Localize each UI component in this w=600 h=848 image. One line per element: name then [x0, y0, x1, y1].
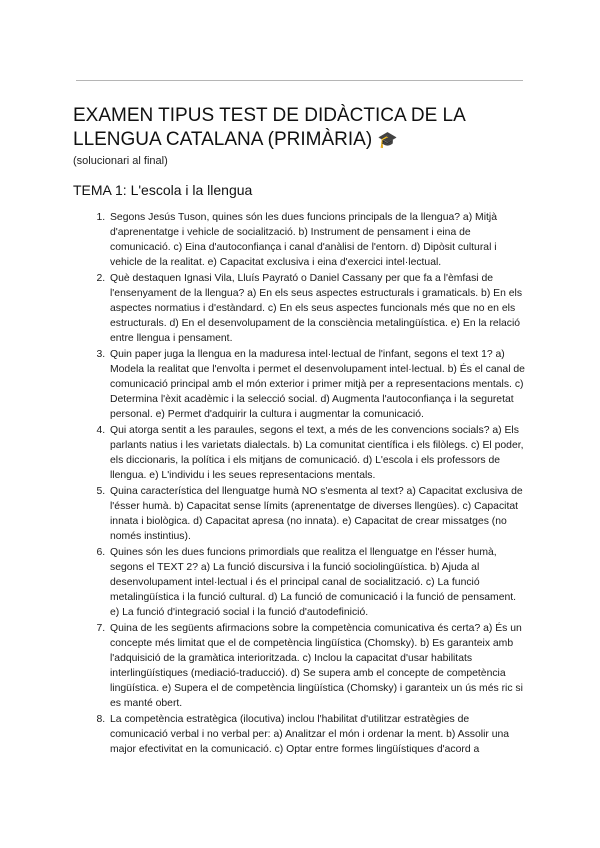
- question-item: 5. Quina característica del llenguatge humà NO s'esmenta al text? a) Capacitat exclusiva de l'ésser humà. b) Capacitat sense límits (aprenentatge de diverses llengües). c) Capacitat innata i biològica. d) Capacitat apresa (no innata). e) Capacitat de crear missatges (no només instintius).: [108, 484, 528, 544]
- top-divider: [76, 80, 523, 81]
- document-title-text: EXAMEN TIPUS TEST DE DIDÀCTICA DE LA LLENGUA CATALANA (PRIMÀRIA): [73, 105, 465, 150]
- question-item: 4. Qui atorga sentit a les paraules, segons el text, a més de les convencions socials? a) Els parlants natius i les varietats dialectals. b) La comunitat científica i els filòlegs. c) El poder, els diccionaris, la política i els mitjans de comunicació. d) L'escola i els professors de llengua. e) L'individu i les seues representacions mentals.: [108, 423, 528, 483]
- graduation-cap-icon: 🎓: [377, 132, 398, 149]
- question-item: 6. Quines són les dues funcions primordials que realitza el llenguatge en l'ésser humà, segons el TEXT 2? a) La funció discursiva i la funció sociolingüística. b) Ajuda al desenvolupament intel·lectual i és el principal canal de socialització. c) La funció metalingüística i la funció cultural. d) La funció de comunicació i la funció de pensament. e) La funció d'integració social i la funció d'autodefinició.: [108, 545, 528, 620]
- question-item: 8. La competència estratègica (ilocutiva) inclou l'habilitat d'utilitzar estratègies de comunicació verbal i no verbal per: a) Analitzar el món i ordenar la ment. b) Assolir una major efectivitat en la comunicació. c) Optar entre formes lingüístiques d'acord a: [108, 712, 528, 757]
- document-title: [73, 104, 533, 153]
- section-title: TEMA 1: L'escola i la llengua: [73, 182, 253, 198]
- question-item: 7. Quina de les següents afirmacions sobre la competència comunicativa és certa? a) És un concepte més limitat que el de competència lingüística (Chomsky). b) Es garanteix amb l'adquisició de la gramàtica interioritzada. c) Inclou la capacitat d'usar habilitats interlingüístiques (mediació-traducció). d) Se supera amb el concepte de competència lingüística. e) Supera el de competència lingüística (Chomsky) i garanteix un ús més ric si es manté obert.: [108, 621, 528, 712]
- question-item: 3. Quin paper juga la llengua en la maduresa intel·lectual de l'infant, segons el text 1? a) Modela la realitat que l'envolta i permet el desenvolupament intel·lectual. b) És el canal de comunicació principal amb el món exterior i primer mitjà per a representacions mentals. c) Determina l'èxit acadèmic i la selecció social. d) Augmenta l'autoconfiança i la seguretat personal. e) Permet d'adquirir la cultura i augmentar la comunicació.: [108, 347, 528, 422]
- question-list: [0, 210, 528, 757]
- question-item: 1. Segons Jesús Tuson, quines són les dues funcions principals de la llengua? a) Mitjà d'aprenentatge i vehicle de socialització. b) Instrument de pensament i eina de comunicació. c) Eina d'autoconfiança i canal d'anàlisi de l'entorn. d) Dipòsit cultural i vehicle de la realitat. e) Capacitat exclusiva i eina d'exercici intel·lectual.: [108, 210, 528, 270]
- question-item: 2. Què destaquen Ignasi Vila, Lluís Payrató o Daniel Cassany per que fa a l'èmfasi de l'ensenyament de la llengua? a) En els seus aspectes estructurals i gramaticals. b) En els aspectes normatius i d'estàndard. c) En els seus aspectes funcionals més que no en els estructurals. d) En el desenvolupament de la consciència metalingüística. e) En la relació entre llengua i pensament.: [108, 271, 528, 346]
- document-subtitle: (solucionari al final): [73, 155, 168, 167]
